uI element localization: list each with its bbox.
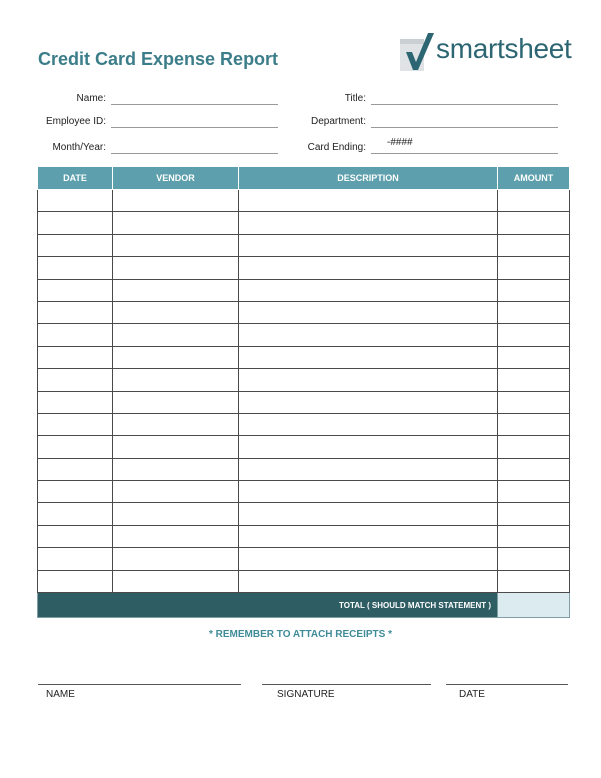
month-year-label: Month/Year: [52, 142, 106, 153]
table-header-row [38, 167, 570, 190]
description-cell[interactable] [239, 234, 498, 256]
vendor-cell[interactable] [113, 279, 239, 301]
table-row [38, 346, 570, 368]
amount-cell[interactable] [498, 324, 570, 346]
column-header-date: DATE [38, 167, 113, 190]
description-cell[interactable] [239, 212, 498, 234]
name-input-line[interactable] [111, 104, 278, 105]
vendor-cell[interactable] [113, 257, 239, 279]
vendor-cell[interactable] [113, 369, 239, 391]
employee-id-input-line[interactable] [111, 127, 278, 128]
vendor-cell[interactable] [113, 234, 239, 256]
table-body [38, 190, 570, 618]
table-row [38, 413, 570, 435]
vendor-cell[interactable] [113, 458, 239, 480]
date-cell[interactable] [38, 190, 113, 212]
date-cell[interactable] [38, 548, 113, 570]
column-header-amount: AMOUNT [498, 167, 570, 190]
total-amount-cell[interactable] [498, 593, 570, 618]
amount-cell[interactable] [498, 525, 570, 547]
column-header-description: DESCRIPTION [239, 167, 498, 190]
amount-cell[interactable] [498, 548, 570, 570]
table-row [38, 481, 570, 503]
amount-cell[interactable] [498, 212, 570, 234]
total-row [38, 593, 570, 618]
date-cell[interactable] [38, 324, 113, 346]
table-row [38, 458, 570, 480]
date-cell[interactable] [38, 458, 113, 480]
card-ending-label: Card Ending: [307, 142, 366, 153]
amount-cell[interactable] [498, 257, 570, 279]
amount-cell[interactable] [498, 369, 570, 391]
description-cell[interactable] [239, 525, 498, 547]
signature-label: SIGNATURE [277, 689, 335, 700]
amount-cell[interactable] [498, 503, 570, 525]
report-title: Credit Card Expense Report [38, 49, 279, 69]
vendor-cell[interactable] [113, 391, 239, 413]
table-row [38, 279, 570, 301]
description-cell[interactable] [239, 503, 498, 525]
table-row [38, 257, 570, 279]
description-cell[interactable] [239, 301, 498, 323]
date-cell[interactable] [38, 413, 113, 435]
table-row [38, 391, 570, 413]
date-cell[interactable] [38, 525, 113, 547]
date-cell[interactable] [38, 212, 113, 234]
expense-table [37, 166, 570, 618]
table-row [38, 234, 570, 256]
smartsheet-logo [397, 30, 587, 75]
card-ending-input-line[interactable] [371, 153, 558, 154]
card-ending-value[interactable]: -#### [387, 137, 413, 148]
date-cell[interactable] [38, 234, 113, 256]
table-row [38, 548, 570, 570]
amount-cell[interactable] [498, 391, 570, 413]
amount-cell[interactable] [498, 458, 570, 480]
date-signature-line[interactable] [446, 684, 568, 685]
amount-cell[interactable] [498, 436, 570, 458]
table-row [38, 570, 570, 592]
table-row [38, 301, 570, 323]
table-row [38, 190, 570, 212]
amount-cell[interactable] [498, 190, 570, 212]
vendor-cell[interactable] [113, 190, 239, 212]
logo-wordmark: smartsheet [436, 33, 572, 64]
description-cell[interactable] [239, 413, 498, 435]
vendor-cell[interactable] [113, 503, 239, 525]
amount-cell[interactable] [498, 301, 570, 323]
amount-cell[interactable] [498, 346, 570, 368]
title-label: Title: [344, 93, 366, 104]
month-year-input-line[interactable] [111, 153, 278, 154]
table-row [38, 436, 570, 458]
vendor-cell[interactable] [113, 525, 239, 547]
amount-cell[interactable] [498, 570, 570, 592]
signature-line[interactable] [262, 684, 431, 685]
vendor-cell[interactable] [113, 212, 239, 234]
date-cell[interactable] [38, 481, 113, 503]
column-header-vendor: VENDOR [113, 167, 239, 190]
vendor-cell[interactable] [113, 481, 239, 503]
vendor-cell[interactable] [113, 436, 239, 458]
date-cell[interactable] [38, 436, 113, 458]
date-cell[interactable] [38, 301, 113, 323]
date-cell[interactable] [38, 570, 113, 592]
date-cell[interactable] [38, 503, 113, 525]
department-input-line[interactable] [371, 127, 558, 128]
amount-cell[interactable] [498, 481, 570, 503]
title-input-line[interactable] [371, 104, 558, 105]
description-cell[interactable] [239, 346, 498, 368]
date-cell[interactable] [38, 257, 113, 279]
vendor-cell[interactable] [113, 548, 239, 570]
table-row [38, 525, 570, 547]
vendor-cell[interactable] [113, 413, 239, 435]
vendor-cell[interactable] [113, 324, 239, 346]
vendor-cell[interactable] [113, 301, 239, 323]
amount-cell[interactable] [498, 234, 570, 256]
name-signature-label: NAME [46, 689, 75, 700]
name-label: Name: [76, 93, 106, 104]
employee-id-label: Employee ID: [45, 116, 106, 127]
amount-cell[interactable] [498, 279, 570, 301]
date-cell[interactable] [38, 369, 113, 391]
date-cell[interactable] [38, 279, 113, 301]
description-cell[interactable] [239, 548, 498, 570]
date-cell[interactable] [38, 346, 113, 368]
vendor-cell[interactable] [113, 570, 239, 592]
date-cell[interactable] [38, 391, 113, 413]
description-cell[interactable] [239, 570, 498, 592]
reminder-text: * REMEMBER TO ATTACH RECEIPTS * [209, 629, 392, 640]
table-row [38, 324, 570, 346]
description-cell[interactable] [239, 391, 498, 413]
checkmark-logo-icon [397, 30, 439, 74]
table-row [38, 503, 570, 525]
table-row [38, 212, 570, 234]
vendor-cell[interactable] [113, 346, 239, 368]
description-cell[interactable] [239, 436, 498, 458]
description-cell[interactable] [239, 458, 498, 480]
total-label: TOTAL ( SHOULD MATCH STATEMENT ) [38, 593, 498, 618]
description-cell[interactable] [239, 369, 498, 391]
description-cell[interactable] [239, 324, 498, 346]
description-cell[interactable] [239, 481, 498, 503]
description-cell[interactable] [239, 279, 498, 301]
table-row [38, 369, 570, 391]
description-cell[interactable] [239, 257, 498, 279]
description-cell[interactable] [239, 190, 498, 212]
amount-cell[interactable] [498, 413, 570, 435]
department-label: Department: [310, 116, 366, 127]
date-signature-label: DATE [459, 689, 485, 700]
name-signature-line[interactable] [38, 684, 241, 685]
